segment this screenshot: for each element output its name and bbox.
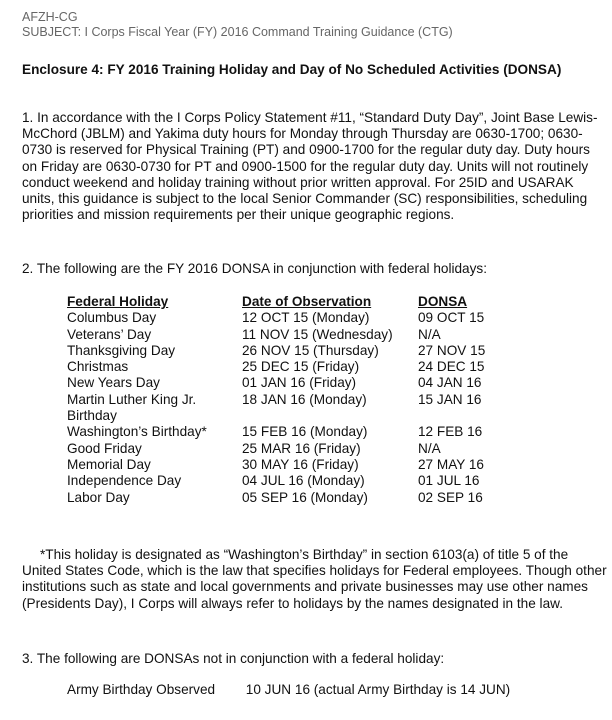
observation-date: 26 NOV 15 (Thursday) [242, 342, 379, 358]
army-birthday-line [67, 682, 510, 697]
observation-date: 25 MAR 16 (Friday) [242, 440, 361, 456]
paragraph-2-text: 2. The following are the FY 2016 DONSA in conjunction with federal holidays: [22, 261, 487, 276]
paragraph-2 [22, 261, 607, 277]
donsa-date: N/A [418, 326, 441, 342]
enclosure-title: Enclosure 4: FY 2016 Training Holiday and Day of No Scheduled Activities (DONSA) [22, 62, 562, 77]
holiday-name: New Years Day [67, 375, 160, 391]
donsa-date: 02 SEP 16 [418, 489, 483, 505]
donsa-date: 01 JUL 16 [418, 473, 480, 489]
paragraph-1 [22, 110, 607, 223]
holiday-name: Washington’s Birthday* [67, 424, 207, 440]
holiday-name: Martin Luther King Jr. Birthday [67, 391, 197, 424]
holiday-name: Christmas [67, 359, 129, 375]
observation-date: 11 NOV 15 (Wednesday) [242, 326, 393, 342]
observation-date: 18 JAN 16 (Monday) [242, 391, 367, 407]
observation-date: 12 OCT 15 (Monday) [242, 310, 370, 326]
donsa-date: 27 NOV 15 [418, 342, 486, 358]
holiday-name: Thanksgiving Day [67, 342, 176, 358]
subject-line: SUBJECT: I Corps Fiscal Year (FY) 2016 Command Training Guidance (CTG) [22, 25, 453, 39]
holiday-name: Columbus Day [67, 310, 157, 326]
paragraph-3-text: 3. The following are DONSAs not in conjunction with a federal holiday: [22, 651, 445, 666]
holiday-name: Veterans’ Day [67, 326, 152, 342]
holiday-name: Labor Day [67, 489, 130, 505]
holiday-name: Memorial Day [67, 456, 151, 472]
donsa-date: 12 FEB 16 [418, 424, 483, 440]
donsa-date: 15 JAN 16 [418, 391, 482, 407]
donsa-date: 27 MAY 16 [418, 456, 484, 472]
donsa-date: 09 OCT 15 [418, 310, 485, 326]
paragraph-3 [22, 651, 607, 667]
holiday-name: Good Friday [67, 440, 142, 456]
observation-date: 04 JUL 16 (Monday) [242, 473, 365, 489]
observation-date: 05 SEP 16 (Monday) [242, 489, 368, 505]
header-date-of-observation: Date of Observation [242, 294, 372, 309]
army-birthday-value: 10 JUN 16 (actual Army Birthday is 14 JUN) [245, 682, 511, 697]
observation-date: 15 FEB 16 (Monday) [242, 424, 368, 440]
paragraph-1-text: 1. In accordance with the I Corps Policy Statement #11, “Standard Duty Day”, Joint Base Lewis-McChord (JBLM) and Yakima duty hours for Monday through Thursday are 0630-1700; 0630-0730 is reserved for Physical Training (PT) and 0900-1700 for the regular duty day. Duty hours on Friday are 0630-0730 for PT and 0900-1500 for the regular duty day. Units will not routinely conduct weekend and holiday training without prior written approval. For 25ID and USARAK units, this guidance is subject to the local Senior Commander (SC) responsibilities, scheduling priorities and mission requirements per their unique geographic regions. [22, 110, 598, 223]
observation-date: 25 DEC 15 (Friday) [242, 359, 360, 375]
header-donsa: DONSA [418, 294, 468, 309]
donsa-date: 04 JAN 16 [418, 375, 482, 391]
observation-date: 30 MAY 16 (Friday) [242, 456, 359, 472]
donsa-date: N/A [418, 440, 441, 456]
holiday-name: Independence Day [67, 473, 182, 489]
washington-birthday-footnote: *This holiday is designated as “Washington’s Birthday” in section 6103(a) of title 5 of the United States Code, which is the law that specifies holidays for Federal employees. Though other institutions such as state and local governments and private businesses may use other names (Presidents Day), I Corps will always refer to holidays by the names designated in the law. [22, 547, 607, 611]
observation-date: 01 JAN 16 (Friday) [242, 375, 357, 391]
header-federal-holiday: Federal Holiday [67, 294, 169, 309]
army-birthday-label: Army Birthday Observed [67, 682, 216, 697]
donsa-date: 24 DEC 15 [418, 359, 485, 375]
office-symbol: AFZH-CG [22, 10, 78, 24]
